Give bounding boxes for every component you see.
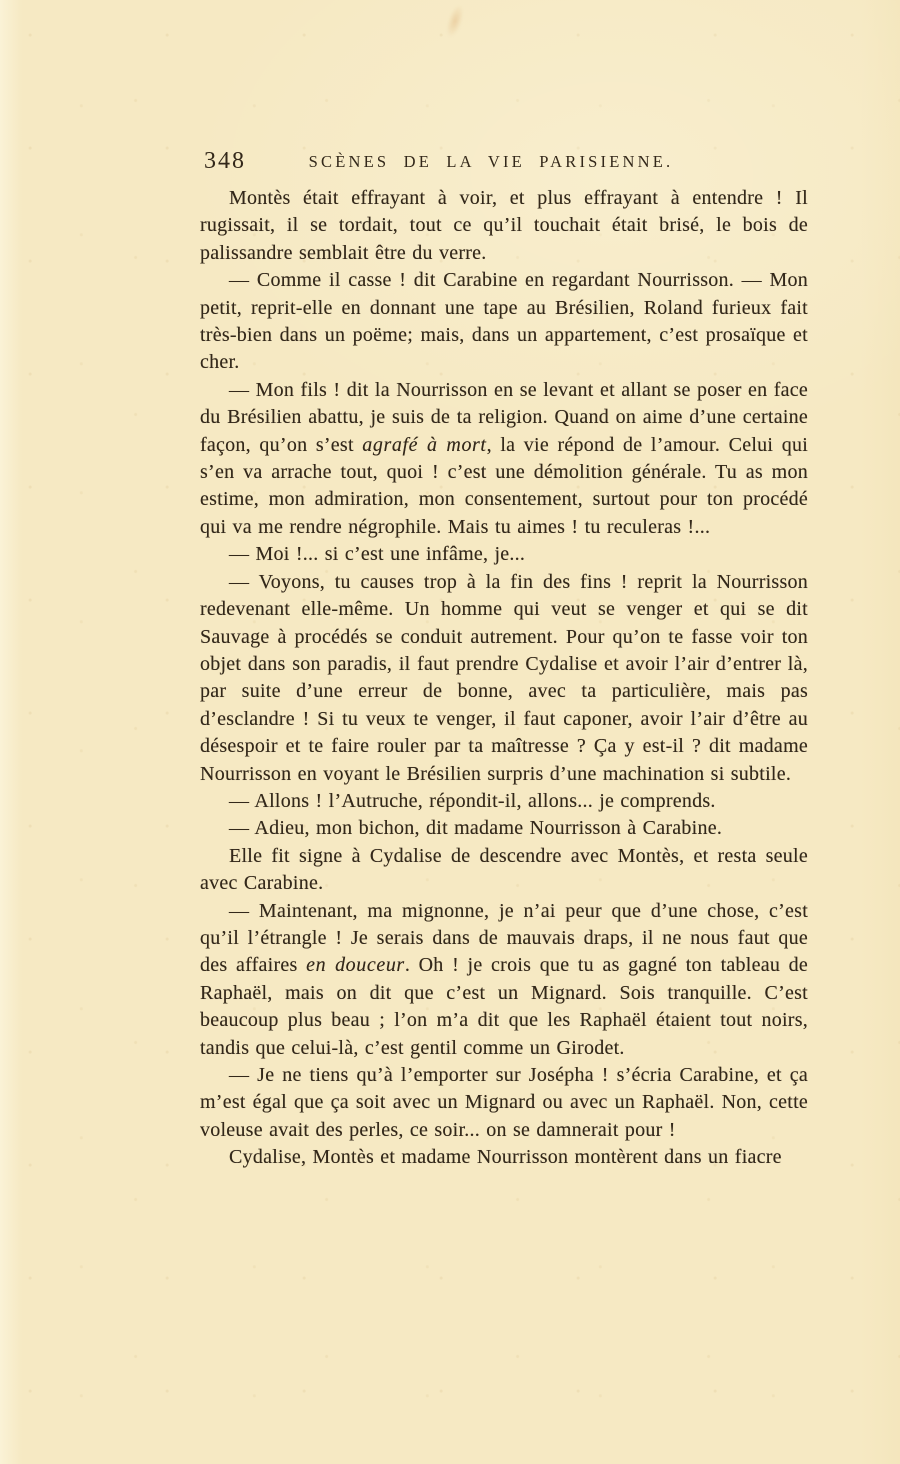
paper-blemish [443, 3, 467, 40]
paragraph [200, 788, 808, 815]
text-run: — Je ne tiens qu’à l’emporter sur Josépha ! s’écria Carabine, et ça m’est égal que ça soit avec un Mignard ou avec un Raphaël. Non, cette voleuse avait des perles, ce soir... on se damnerait pour ! [200, 1064, 808, 1141]
paragraph [200, 1144, 808, 1171]
text-run: Montès était effrayant à voir, et plus effrayant à entendre ! Il rugissait, il se tordait, tout ce qu’il touchait était brisé, le bois de palissandre semblait être du verre. [200, 187, 808, 264]
italic-phrase: en douceur [306, 954, 405, 977]
paragraph [200, 898, 808, 1062]
page-text [200, 185, 808, 1172]
paragraph [200, 843, 808, 898]
text-run: , la vie répond de l’amour. Celui qui s’en va arrache tout, quoi ! c’est une démolition générale. Tu as mon estime, mon admiration, mon consentement, surtout pour ton procédé qui va me rendre négrophile. Mais tu aimes ! tu reculeras !... [200, 433, 809, 538]
text-run: — Voyons, tu causes trop à la fin des fins ! reprit la Nourrisson redevenant elle-même. Un homme qui veut se venger et qui se dit Sauvage à procédés se conduit autrement. Pour qu’on te fasse voir ton objet dans son paradis, il faut prendre Cydalise et avoir l’air d’entrer là, par suite d’une erreur de bonne, avec ta particulière, mais pas d’esclandre ! Si tu veux te venger, il faut caponer, avoir l’air d’être au désespoir et te faire rouler par ta maîtresse ? Ça y est-il ? dit madame Nourrisson en voyant le Brésilien surpris d’une machination si subtile. [200, 570, 808, 785]
text-run: — Moi !... si c’est une infâme, je... [229, 543, 526, 566]
paragraph [200, 267, 808, 377]
paragraph [200, 569, 808, 788]
paragraph [200, 541, 808, 568]
text-run: — Mon fils ! dit la Nourrisson en se levant et allant se poser en face du Brésilien abattu, je suis de ta religion. Quand on aime d’une certaine façon, qu’on s’est [200, 378, 808, 456]
text-run: — Adieu, mon bichon, dit madame Nourrisson à Carabine. [229, 817, 723, 840]
page-header [200, 148, 808, 178]
running-title: SCÈNES DE LA VIE PARISIENNE. [308, 152, 674, 171]
text-run: Cydalise, Montès et madame Nourrisson montèrent dans un fiacre [229, 1146, 782, 1169]
text-run: — Allons ! l’Autruche, répondit-il, allons... je comprends. [229, 789, 716, 812]
italic-phrase: agrafé à mort [362, 433, 487, 456]
text-run: . Oh ! je crois que tu as gagné ton tableau de Raphaël, mais on dit que c’est un Mignard. Sois tranquille. C’est beaucoup plus beau ; l’on m’a dit que les Raphaël étaient tout noirs, tandis que celui-là, c’est gentil comme un Girodet. [200, 954, 808, 1059]
text-run: Elle fit signe à Cydalise de descendre avec Montès, et resta seule avec Carabine. [200, 844, 808, 895]
page-number: 348 [204, 148, 246, 174]
text-run: — Maintenant, ma mignonne, je n’ai peur que d’une chose, c’est qu’il l’étrangle ! Je serais dans de mauvais draps, il ne nous faut que des affaires [200, 899, 808, 977]
paragraph [200, 377, 808, 541]
paragraph [200, 1062, 808, 1144]
text-run: — Comme il casse ! dit Carabine en regardant Nourrisson. — Mon petit, reprit-elle en donnant une tape au Brésilien, Roland furieux fait très-bien dans un poëme; mais, dans un appartement, c’est prosaïque et cher. [200, 269, 808, 374]
paragraph [200, 815, 808, 842]
paragraph [200, 185, 808, 267]
